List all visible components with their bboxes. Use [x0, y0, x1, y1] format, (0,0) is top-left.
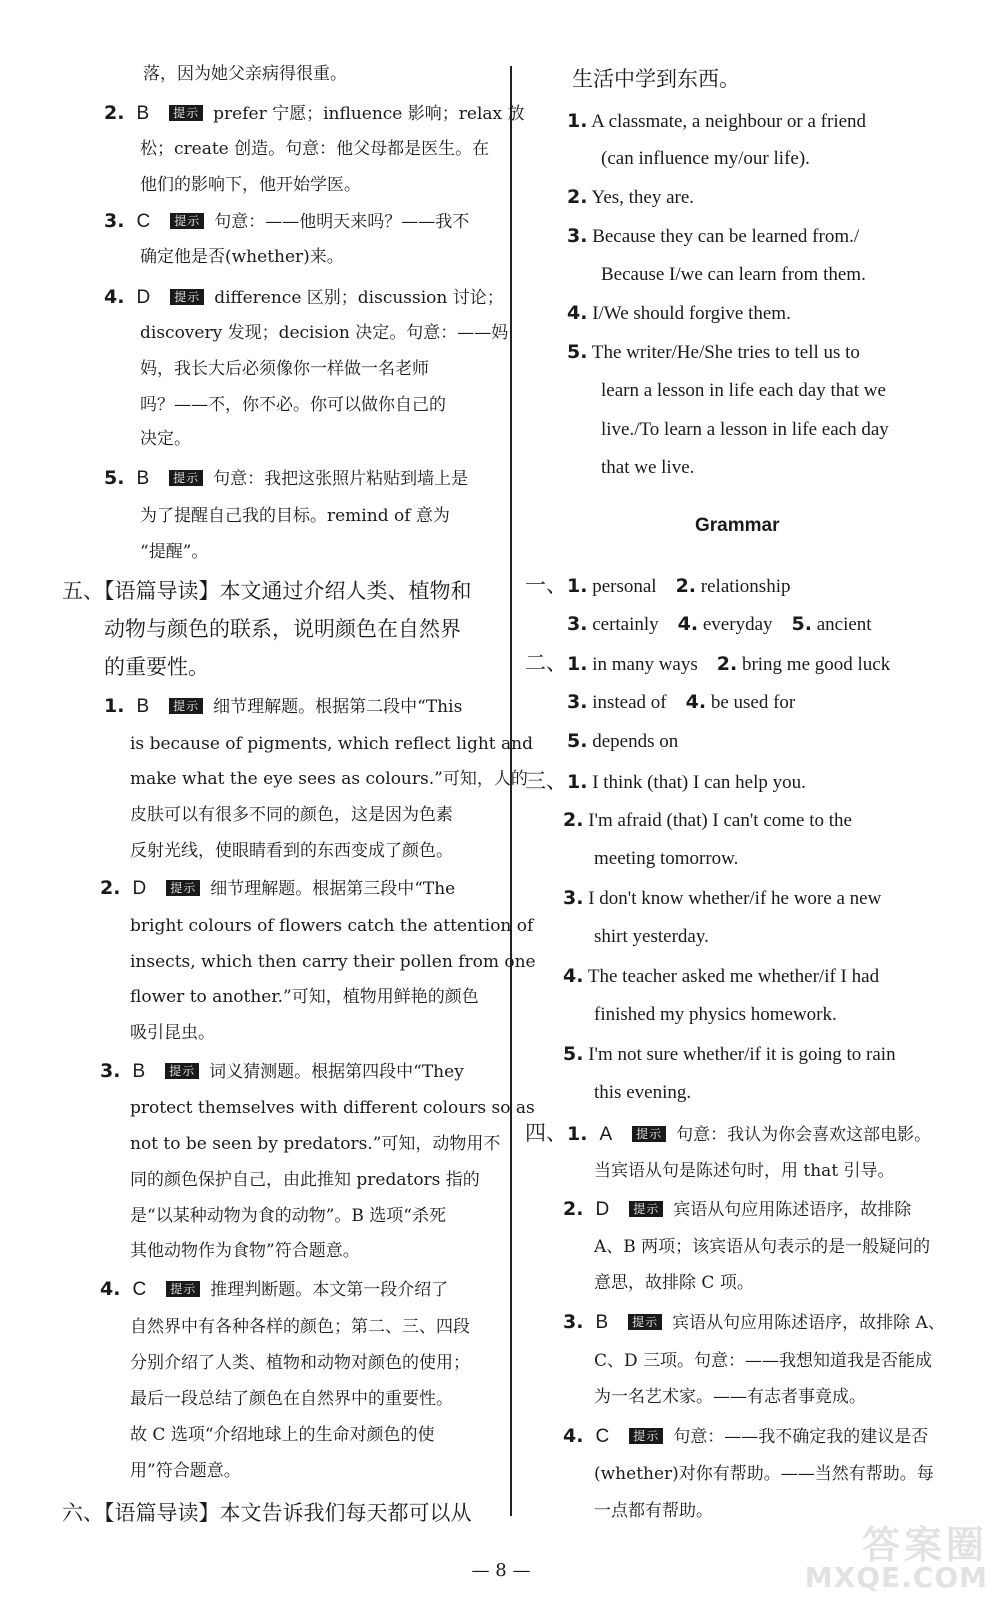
- answer-item: [104, 286, 504, 309]
- text-line: shirt yesterday.: [594, 926, 709, 947]
- item-number: 3.: [563, 1311, 584, 1333]
- text-line: 其他动物作为食物”符合题意。: [130, 1241, 360, 1261]
- item-number: 2.: [563, 1198, 584, 1220]
- text-line: 同的颜色保护自己，由此推知 predators 指的: [130, 1170, 480, 1190]
- item-number: 5.: [567, 341, 588, 363]
- text-line: 决定。: [140, 429, 191, 449]
- tip-badge: 提示: [629, 1428, 663, 1444]
- answer-text: I'm not sure whether/if it is going to rain: [588, 1044, 896, 1065]
- item-number: 2.: [104, 102, 125, 124]
- item-number: 1.: [567, 653, 588, 675]
- text-line: 妈，我长大后必须像你一样做一名老师: [140, 359, 429, 379]
- item-number: 1.: [567, 575, 588, 597]
- tip-badge: 提示: [165, 1063, 199, 1079]
- item-number: 2.: [100, 877, 121, 899]
- section-label: 三、: [525, 769, 567, 793]
- page-number: — 8 —: [471, 1560, 531, 1581]
- text-line: 的重要性。: [104, 655, 209, 679]
- item-number: 2.: [716, 653, 738, 675]
- text-line: 本文通过介绍人类、植物和: [219, 579, 472, 603]
- text-line: this evening.: [594, 1082, 692, 1103]
- text-line: 一点都有帮助。: [594, 1501, 713, 1521]
- text-line: protect themselves with different colours so as: [130, 1098, 535, 1118]
- text-line: (can influence my/our life).: [601, 148, 810, 169]
- text-line: A、B 两项；该宾语从句表示的是一般疑问的: [594, 1237, 931, 1257]
- text-line: 他们的影响下，他开始学医。: [140, 175, 361, 195]
- text-line: A classmate, a neighbour or a friend: [591, 111, 867, 132]
- answer-letter: C: [136, 211, 151, 232]
- answer-letter: C: [132, 1279, 147, 1300]
- answer-text: depends on: [592, 731, 679, 752]
- tip-badge: 提示: [169, 470, 203, 486]
- text-line: that we live.: [601, 457, 695, 478]
- answer-item: [104, 102, 525, 125]
- section-intro: [62, 578, 472, 604]
- answer-item: [567, 186, 694, 209]
- text-line: (whether)对你有帮助。——当然有帮助。每: [594, 1464, 934, 1484]
- text-line: finished my physics homework.: [594, 1004, 837, 1025]
- answer-item: [104, 467, 468, 490]
- tip-badge: 提示: [628, 1314, 662, 1330]
- text-line: 落，因为她父亲病得很重。: [143, 64, 347, 84]
- text-line: 故 C 选项“介绍地球上的生命对颜色的使: [130, 1425, 435, 1445]
- section-label: 二、: [525, 651, 567, 675]
- text-line: 意思，故排除 C 项。: [594, 1273, 754, 1293]
- answer-item: [567, 110, 866, 133]
- answer-item: [563, 1425, 928, 1448]
- text-line: 为一名艺术家。——有志者事竟成。: [594, 1387, 866, 1407]
- text-line: insects, which then carry their pollen from one: [130, 952, 536, 972]
- answer-text: I'm afraid (that) I can't come to the: [588, 810, 852, 831]
- watermark-url: MXQE.COM: [804, 1561, 988, 1594]
- text-line: Because I/we can learn from them.: [601, 264, 866, 285]
- answer-text: be used for: [710, 692, 796, 713]
- answer-letter: B: [595, 1312, 609, 1333]
- item-number: 3.: [567, 225, 588, 247]
- item-number: 2.: [563, 809, 584, 831]
- text-line: 动物与颜色的联系，说明颜色在自然界: [104, 617, 461, 641]
- text-line: 细节理解题。根据第二段中“This: [213, 697, 463, 717]
- text-line: prefer 宁愿；influence 影响；relax 放: [213, 104, 525, 124]
- text-line: 推理判断题。本文第一段介绍了: [210, 1280, 449, 1300]
- text-line: difference 区别；discussion 讨论；: [214, 288, 504, 308]
- text-line: 分别介绍了人类、植物和动物对颜色的使用；: [130, 1353, 470, 1373]
- answer-item: [104, 210, 469, 233]
- section-label: 六、【语篇导读】: [62, 1501, 220, 1525]
- answer-row: [563, 965, 879, 988]
- item-number: 4.: [563, 965, 584, 987]
- item-number: 5.: [791, 613, 812, 635]
- answer-row: [567, 691, 795, 714]
- item-number: 2.: [675, 575, 697, 597]
- item-number: 1.: [567, 771, 588, 793]
- tip-badge: 提示: [632, 1126, 666, 1142]
- text-line: 反射光线，使眼睛看到的东西变成了颜色。: [130, 841, 453, 861]
- answer-row: [567, 613, 872, 636]
- text-line: 为了提醒自己我的目标。remind of 意为: [140, 506, 450, 526]
- answer-item: [567, 302, 791, 325]
- text-line: 句意：——他明天来吗？——我不: [214, 212, 470, 232]
- answer-letter: D: [132, 878, 147, 899]
- answer-text: bring me good luck: [741, 654, 891, 675]
- watermark-text: 答案圈: [861, 1523, 988, 1567]
- answer-letter: D: [595, 1199, 610, 1220]
- text-line: learn a lesson in life each day that we: [601, 380, 886, 401]
- text-line: live./To learn a lesson in life each day: [601, 419, 889, 440]
- section-label: 一、: [525, 573, 567, 597]
- text-line: 句意：——我不确定我的建议是否: [673, 1427, 929, 1447]
- answer-item: [567, 225, 859, 248]
- answer-letter: A: [599, 1124, 613, 1145]
- column-divider: [510, 66, 512, 1516]
- item-number: 3.: [104, 210, 125, 232]
- item-number: 3.: [567, 613, 588, 635]
- answer-text: everyday: [702, 614, 773, 635]
- answer-item: [100, 1060, 464, 1083]
- text-line: 句意：我认为你会喜欢这部电影。: [676, 1125, 932, 1145]
- item-number: 1.: [567, 1123, 588, 1145]
- text-line: 本文告诉我们每天都可以从: [219, 1501, 472, 1525]
- text-line: is because of pigments, which reflect light and: [130, 734, 533, 754]
- text-line: Because they can be learned from./: [592, 226, 860, 247]
- text-line: 用”符合题意。: [130, 1461, 241, 1481]
- text-line: C、D 三项。句意：——我想知道我是否能成: [594, 1351, 933, 1371]
- answer-text: relationship: [700, 576, 791, 597]
- text-line: make what the eye sees as colours.”可知，人的: [130, 769, 528, 789]
- tip-badge: 提示: [166, 1281, 200, 1297]
- answer-item: [525, 1122, 931, 1146]
- answer-text: ancient: [816, 614, 872, 635]
- item-number: 5.: [563, 1043, 584, 1065]
- item-number: 2.: [567, 186, 588, 208]
- answer-text: instead of: [592, 692, 667, 713]
- answer-letter: B: [136, 103, 150, 124]
- answer-row: [525, 652, 890, 676]
- item-number: 3.: [563, 887, 584, 909]
- tip-badge: 提示: [170, 289, 204, 305]
- text-line: Yes, they are.: [591, 187, 695, 208]
- answer-item: [100, 877, 455, 900]
- text-line: 最后一段总结了颜色在自然界中的重要性。: [130, 1389, 453, 1409]
- answer-letter: B: [132, 1061, 146, 1082]
- answer-item: [563, 1311, 945, 1334]
- item-number: 5.: [104, 467, 125, 489]
- item-number: 4.: [563, 1425, 584, 1447]
- answer-text: I think (that) I can help you.: [592, 772, 806, 793]
- text-line: I/We should forgive them.: [592, 303, 791, 324]
- answer-row: [525, 574, 790, 598]
- text-line: 宾语从句应用陈述语序，故排除 A、: [672, 1313, 945, 1333]
- text-line: 确定他是否(whether)来。: [140, 247, 344, 267]
- text-line: The writer/He/She tries to tell us to: [591, 342, 860, 363]
- item-number: 4.: [567, 302, 588, 324]
- answer-text: certainly: [592, 614, 659, 635]
- answer-row: [567, 730, 678, 753]
- item-number: 4.: [685, 691, 707, 713]
- tip-badge: 提示: [166, 880, 200, 896]
- section-intro: [62, 1500, 472, 1526]
- text-line: 句意：我把这张照片粘贴到墙上是: [213, 469, 469, 489]
- item-number: 5.: [567, 730, 588, 752]
- item-number: 4.: [677, 613, 699, 635]
- text-line: flower to another.”可知，植物用鲜艳的颜色: [130, 987, 479, 1007]
- tip-badge: 提示: [170, 213, 204, 229]
- answer-text: I don't know whether/if he wore a new: [588, 888, 882, 909]
- tip-badge: 提示: [629, 1201, 663, 1217]
- answer-item: [567, 341, 860, 364]
- section-label: 五、【语篇导读】: [62, 579, 220, 603]
- item-number: 1.: [567, 110, 588, 132]
- answer-row: [563, 809, 852, 832]
- answer-row: [525, 770, 806, 794]
- answer-letter: C: [595, 1426, 610, 1447]
- answer-text: personal: [592, 576, 657, 597]
- text-line: 生活中学到东西。: [572, 67, 740, 91]
- text-line: 细节理解题。根据第三段中“The: [210, 879, 456, 899]
- answer-item: [104, 695, 462, 718]
- text-line: “提醒”。: [140, 542, 209, 562]
- text-line: 皮肤可以有很多不同的颜色，这是因为色素: [130, 805, 453, 825]
- text-line: not to be seen by predators.”可知，动物用不: [130, 1134, 501, 1154]
- text-line: meeting tomorrow.: [594, 848, 739, 869]
- answer-row: [563, 887, 881, 910]
- text-line: 当宾语从句是陈述句时，用 that 引导。: [594, 1161, 895, 1181]
- text-line: 吸引昆虫。: [130, 1023, 215, 1043]
- item-number: 4.: [104, 286, 125, 308]
- item-number: 4.: [100, 1278, 121, 1300]
- section-label: 四、: [525, 1121, 567, 1145]
- text-line: 松；create 创造。句意：他父母都是医生。在: [140, 139, 490, 159]
- item-number: 3.: [100, 1060, 121, 1082]
- tip-badge: 提示: [169, 698, 203, 714]
- text-line: 自然界中有各种各样的颜色；第二、三、四段: [130, 1317, 470, 1337]
- answer-item: [100, 1278, 448, 1301]
- text-line: 是“以某种动物为食的动物”。B 选项“杀死: [130, 1206, 446, 1226]
- item-number: 1.: [104, 695, 125, 717]
- item-number: 3.: [567, 691, 588, 713]
- answer-letter: B: [136, 468, 150, 489]
- text-line: 吗？——不，你不必。你可以做你自己的: [140, 395, 446, 415]
- answer-letter: D: [136, 287, 151, 308]
- text-line: bright colours of flowers catch the attention of: [130, 916, 534, 936]
- tip-badge: 提示: [169, 105, 203, 121]
- text-line: discovery 发现；decision 决定。句意：——妈: [140, 323, 509, 343]
- answer-text: The teacher asked me whether/if I had: [587, 966, 880, 987]
- answer-row: [563, 1043, 896, 1066]
- answer-text: in many ways: [592, 654, 698, 675]
- text-line: 宾语从句应用陈述语序，故排除: [673, 1200, 912, 1220]
- answer-letter: B: [136, 696, 150, 717]
- answer-item: [563, 1198, 911, 1221]
- section-heading: Grammar: [695, 515, 780, 536]
- text-line: 词义猜测题。根据第四段中“They: [209, 1062, 464, 1082]
- watermark-logo: [804, 1523, 988, 1594]
